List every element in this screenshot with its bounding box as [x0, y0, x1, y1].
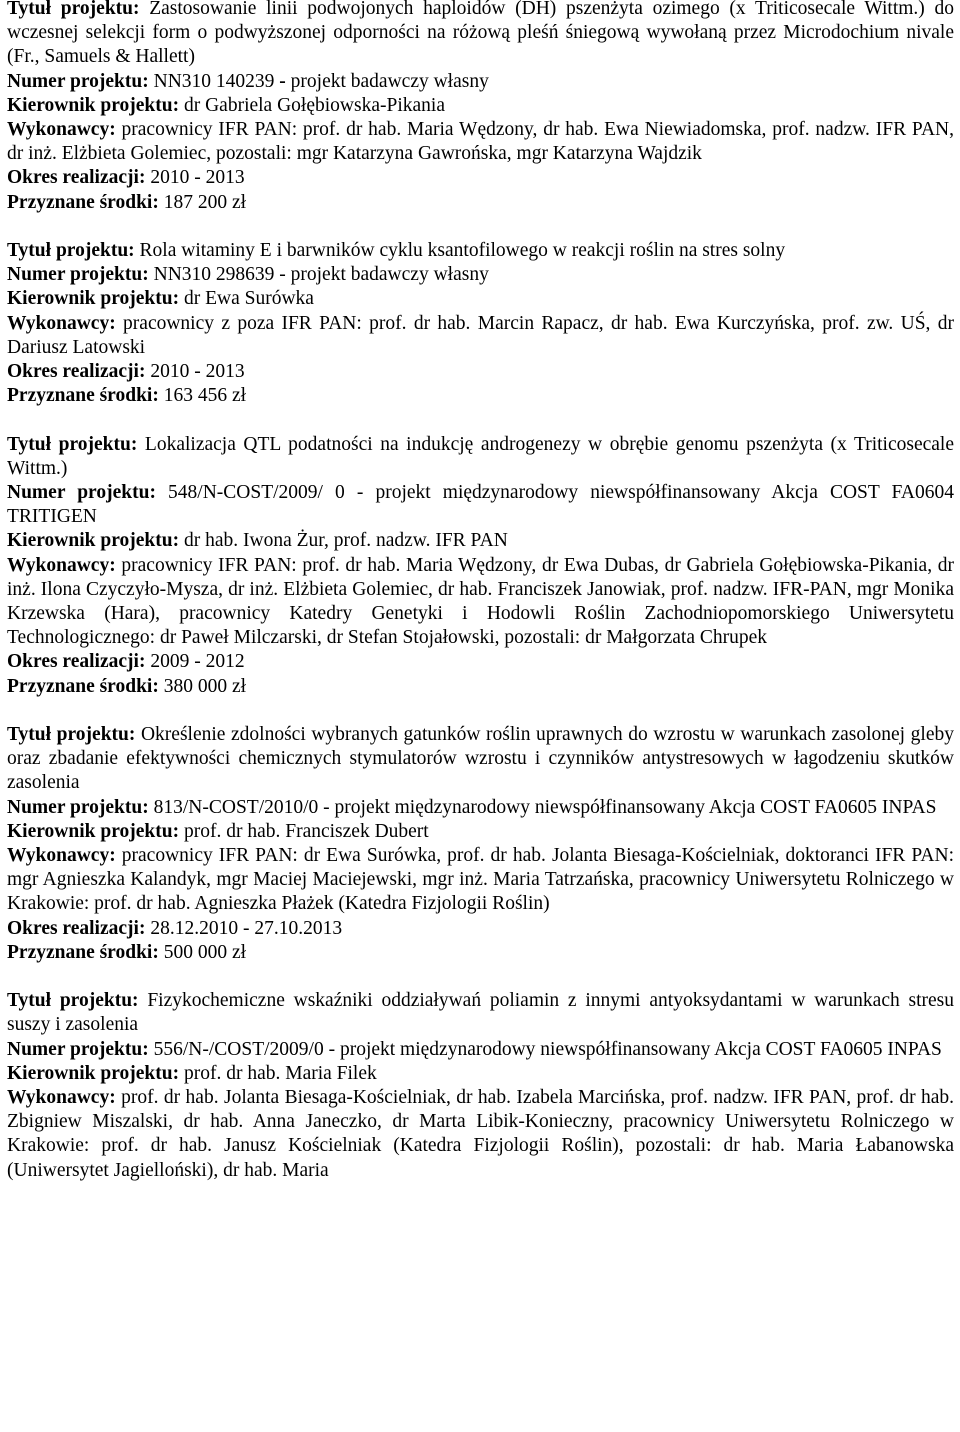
project-number-field — [7, 796, 954, 820]
contractors-label: Wykonawcy: — [7, 1087, 116, 1109]
project-funds-field — [7, 191, 954, 215]
manager-label: Kierownik projektu: — [7, 288, 180, 310]
contractors-label: Wykonawcy: — [7, 554, 116, 576]
funds-label: Przyznane środki: — [7, 385, 159, 407]
project-funds: 187 200 zł — [163, 191, 247, 213]
period-label: Okres realizacji: — [7, 361, 146, 383]
project-number: 813/N-COST/2010/0 - projekt międzynarodowy niewspółfinansowany Akcja COST FA0605 INPAS — [153, 796, 937, 818]
manager-label: Kierownik projektu: — [7, 94, 180, 116]
title-label: Tytuł projektu: — [7, 724, 136, 746]
project-manager: dr hab. Iwona Żur, prof. nadzw. IFR PAN — [183, 530, 508, 552]
project-entry-5 — [7, 989, 954, 1183]
project-number-field — [7, 263, 954, 287]
project-contractors: prof. dr hab. Jolanta Biesaga-Kościelniak, dr hab. Izabela Marcińska, prof. nadzw. IFR PAN, prof. dr hab. Zbigniew Miszalski, dr hab. Anna Janeczko, dr Marta Libik-Konieczny, pracownicy Uniwersytetu Rolniczego w Krakowie: prof. dr hab. Janusz Kościelniak (Katedra Fizjologii Roślin), pozostali: dr hab. Maria Łabanowska (Uniwersytet Jagielloński), dr hab. Maria — [7, 1087, 955, 1181]
manager-label: Kierownik projektu: — [7, 1062, 180, 1084]
project-number-field — [7, 70, 954, 94]
number-label: Numer projektu: — [7, 264, 149, 286]
project-manager: prof. dr hab. Maria Filek — [183, 1062, 377, 1084]
project-contractors-field — [7, 118, 954, 166]
project-funds-field — [7, 941, 954, 965]
project-title: Określenie zdolności wybranych gatunków roślin uprawnych do wzrostu w warunkach zasolonej gleby oraz zbadanie efektywności chemicznych stymulatorów wzrostu i czynników antystresowych w łagodzeniu skutków zasolenia — [7, 724, 954, 794]
document-page — [7, 0, 954, 1207]
project-number: 556/N-/COST/2009/0 - projekt międzynarodowy niewspółfinansowany Akcja COST FA0605 INPAS — [153, 1038, 942, 1060]
project-title-field — [7, 723, 954, 796]
project-funds: 500 000 zł — [163, 941, 247, 963]
project-entry-2 — [7, 239, 954, 408]
number-label: Numer projektu: — [7, 482, 156, 504]
project-period: 2010 - 2013 — [150, 167, 245, 189]
project-period: 2010 - 2013 — [150, 361, 245, 383]
title-label: Tytuł projektu: — [7, 433, 138, 455]
project-manager-field — [7, 287, 954, 311]
period-label: Okres realizacji: — [7, 167, 146, 189]
manager-label: Kierownik projektu: — [7, 820, 180, 842]
project-funds-field — [7, 675, 954, 699]
project-period: 28.12.2010 - 27.10.2013 — [150, 917, 343, 939]
project-manager-field — [7, 820, 954, 844]
project-period: 2009 - 2012 — [150, 651, 245, 673]
project-title: Zastosowanie linii podwojonych haploidów (DH) pszenżyta ozimego (x Triticosecale Wittm.) do wczesnej selekcji form o podwyższonej odporności na różową pleśń śniegową wywołaną przez Microdochium nivale (Fr., Samuels & Hallett) — [7, 0, 954, 68]
project-period-field — [7, 360, 954, 384]
number-label: Numer projektu: — [7, 70, 149, 92]
project-contractors: pracownicy IFR PAN: prof. dr hab. Maria Wędzony, dr Ewa Dubas, dr Gabriela Gołębiowska-Pikania, dr inż. Ilona Czyczyło-Mysza, dr inż. Elżbieta Golemiec, dr hab. Franciszek Janowiak, prof. nadzw. IFR-PAN, mgr Monika Krzewska (Hara), pracownicy Katedry Genetyki i Hodowli Roślin Zachodniopomorskiego Uniwersytetu Technologicznego: dr Paweł Milczarski, dr Stefan Stojałowski, pozostali: dr Małgorzata Chrupek — [7, 554, 955, 649]
project-title: Fizykochemiczne wskaźniki oddziaływań poliamin z innymi antyoksydantami w warunkach stresu suszy i zasolenia — [7, 990, 954, 1036]
period-label: Okres realizacji: — [7, 651, 146, 673]
project-number-field — [7, 481, 954, 529]
project-contractors-field — [7, 844, 954, 917]
project-funds: 163 456 zł — [163, 385, 247, 407]
project-manager-field — [7, 1062, 954, 1086]
contractors-label: Wykonawcy: — [7, 845, 116, 867]
project-entry-4 — [7, 723, 954, 965]
project-manager: dr Gabriela Gołębiowska-Pikania — [183, 94, 445, 116]
project-funds: 380 000 zł — [163, 675, 247, 697]
funds-label: Przyznane środki: — [7, 675, 159, 697]
project-number: NN310 298639 - projekt badawczy własny — [153, 264, 489, 286]
project-title-field — [7, 433, 954, 481]
manager-label: Kierownik projektu: — [7, 530, 180, 552]
project-contractors: pracownicy IFR PAN: prof. dr hab. Maria Wędzony, dr hab. Ewa Niewiadomska, prof. nadzw. IFR PAN, dr inż. Elżbieta Golemiec, pozostali: mgr Katarzyna Gawrońska, mgr Katarzyna Wajdzik — [7, 119, 955, 165]
project-contractors-field — [7, 312, 954, 360]
project-number-desc: projekt badawczy własny — [290, 70, 489, 92]
title-label: Tytuł projektu: — [7, 990, 139, 1012]
period-label: Okres realizacji: — [7, 917, 146, 939]
project-entry-1 — [7, 0, 954, 215]
title-label: Tytuł projektu: — [7, 0, 140, 19]
funds-label: Przyznane środki: — [7, 941, 159, 963]
project-manager-field — [7, 529, 954, 553]
project-number: 548/N-COST/2009/ 0 - projekt międzynarodowy niewspółfinansowany Akcja COST FA0604 TRITIGEN — [7, 482, 954, 528]
project-entry-3 — [7, 433, 954, 699]
title-label: Tytuł projektu: — [7, 240, 135, 262]
project-number-separator: - — [279, 70, 286, 92]
project-manager: prof. dr hab. Franciszek Dubert — [183, 820, 429, 842]
project-manager-field — [7, 94, 954, 118]
contractors-label: Wykonawcy: — [7, 119, 116, 141]
project-manager: dr Ewa Surówka — [183, 288, 314, 310]
project-number-code: NN310 140239 — [153, 70, 275, 92]
project-title: Lokalizacja QTL podatności na indukcję androgenezy w obrębie genomu pszenżyta (x Triticosecale Wittm.) — [7, 433, 955, 479]
project-period-field — [7, 917, 954, 941]
number-label: Numer projektu: — [7, 796, 149, 818]
contractors-label: Wykonawcy: — [7, 312, 116, 334]
project-funds-field — [7, 384, 954, 408]
project-title: Rola witaminy E i barwników cyklu ksantofilowego w reakcji roślin na stres solny — [139, 240, 786, 262]
project-title-field — [7, 989, 954, 1037]
project-title-field — [7, 239, 954, 263]
project-title-field — [7, 0, 954, 70]
project-number-field — [7, 1038, 954, 1062]
project-period-field — [7, 166, 954, 190]
funds-label: Przyznane środki: — [7, 191, 159, 213]
project-period-field — [7, 650, 954, 674]
number-label: Numer projektu: — [7, 1038, 149, 1060]
project-contractors-field — [7, 1086, 954, 1183]
project-contractors: pracownicy IFR PAN: dr Ewa Surówka, prof. dr hab. Jolanta Biesaga-Kościelniak, doktoranci IFR PAN: mgr Agnieszka Kalandyk, mgr Maciej Maciejewski, mgr inż. Maria Tatrzańska, pracownicy Uniwersytetu Rolniczego w Krakowie: prof. dr hab. Agnieszka Płażek (Katedra Fizjologii Roślin) — [7, 845, 955, 915]
project-contractors: pracownicy z poza IFR PAN: prof. dr hab. Marcin Rapacz, dr hab. Ewa Kurczyńska, prof. zw. UŚ, dr Dariusz Latowski — [7, 312, 954, 358]
project-contractors-field — [7, 554, 954, 651]
